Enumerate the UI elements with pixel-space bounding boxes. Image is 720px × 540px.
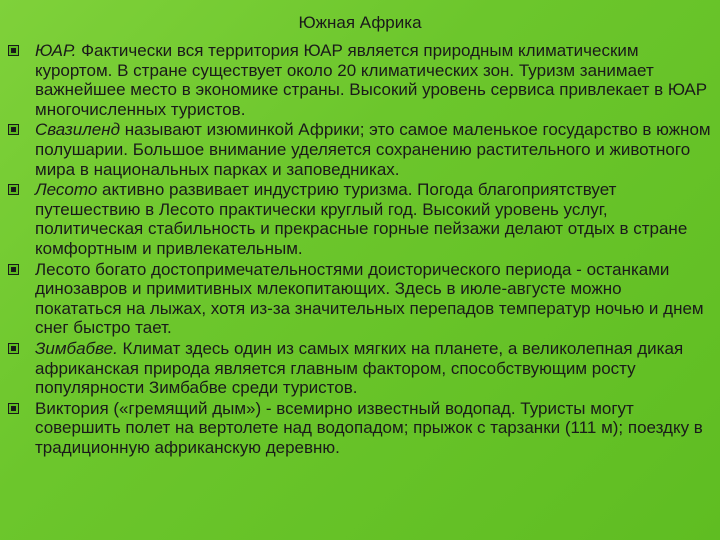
bullet-text: Виктория («гремящий дым») - всемирно известный водопад. Туристы могут совершить полет на вертолете над водопадом; прыжок с тарзанки (111 м); поездку в традиционную африканскую деревню. xyxy=(35,398,703,457)
square-bullet-icon xyxy=(8,184,19,195)
square-bullet-icon xyxy=(8,343,19,354)
bullet-item-zimbabwe xyxy=(0,339,720,398)
square-bullet-icon xyxy=(8,403,19,414)
bullet-lead: ЮАР. xyxy=(35,41,77,60)
bullet-text: Фактически вся территория ЮАР является природным климатическим курортом. В стране существует около 20 климатических зон. Туризм занимает важнейшее место в экономике страны. Высокий уровень сервиса привлекает в ЮАР многочисленных туристов. xyxy=(35,41,708,119)
bullet-item-south-africa xyxy=(0,41,720,119)
bullet-text: Климат здесь один из самых мягких на планете, а великолепная дикая африканская природа является главным фактором, способствующим росту популярности Зимбабве среди туристов. xyxy=(35,338,684,398)
bullet-text: активно развивает индустрию туризма. Погода благоприятствует путешествию в Лесото практически круглый год. Высокий уровень услуг, политическая стабильность и прекрасные горные пейзажи делают отдых в стране комфортным и привлекательным. xyxy=(35,180,688,258)
square-bullet-icon xyxy=(8,264,19,275)
bullet-item-victoria-falls xyxy=(0,399,720,458)
bullet-text: называют изюминкой Африки; это самое маленькое государство в южном полушарии. Большое внимание уделяется сохранению растительного и животного мира в национальных парках и заповедниках. xyxy=(35,120,711,179)
slide-title: Южная Африка xyxy=(298,13,422,32)
bullet-lead: Свазиленд xyxy=(35,120,121,140)
bullet-lead: Зимбабве. xyxy=(35,338,118,358)
bullet-item-swaziland xyxy=(0,120,720,179)
bullet-item-lesotho-sights xyxy=(0,260,720,338)
square-bullet-icon xyxy=(8,45,19,56)
bullet-item-lesotho xyxy=(0,180,720,258)
bullet-lead: Лесото xyxy=(35,180,98,200)
bullet-list xyxy=(0,41,720,458)
bullet-text: Лесото богато достопримечательностями доисторического периода - останками динозавров и примитивных млекопитающих. Здесь в июле-августе можно покататься на лыжах, хотя из-за значительных перепадов температур ночью и днем снег быстро тает. xyxy=(35,259,704,338)
square-bullet-icon xyxy=(8,124,19,135)
